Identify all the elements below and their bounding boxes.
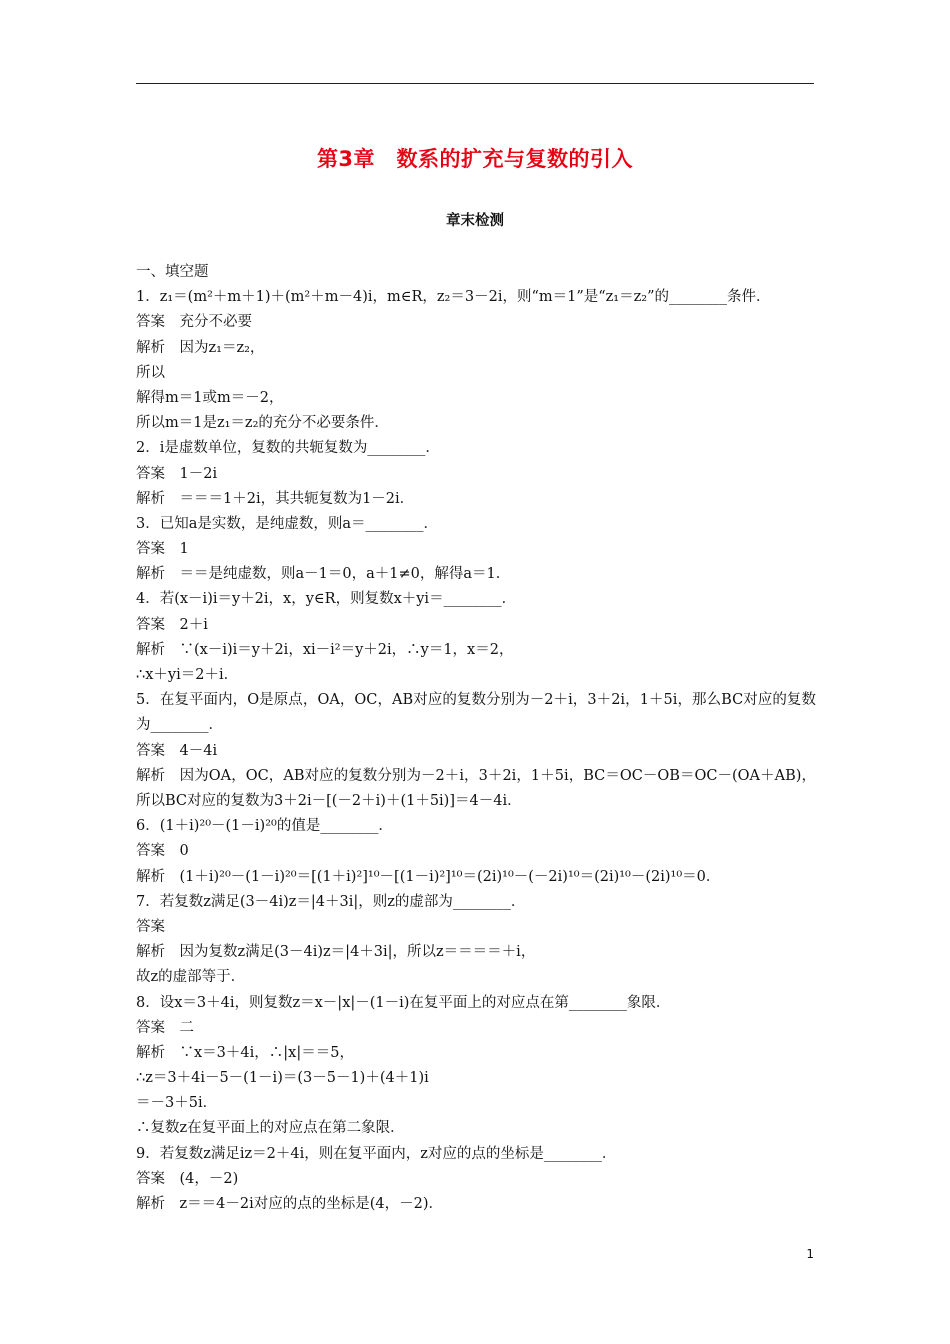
analysis-1-line-1: 解析 因为z₁＝z₂， xyxy=(136,339,265,356)
analysis-2: 解析 ＝＝＝1＋2i，其共轭复数为1－2i． xyxy=(136,490,415,507)
chapter-title: 第3章 数系的扩充与复数的引入 xyxy=(316,147,634,171)
analysis-4-line-1: 解析 ∵(x－i)i＝y＋2i，xi－i²＝y＋2i，∴y＝1，x＝2， xyxy=(136,641,514,658)
analysis-1-line-3: 解得m＝1或m＝－2， xyxy=(136,389,284,406)
analysis-8-line-1: 解析 ∵x＝3＋4i，∴|x|＝＝5， xyxy=(136,1044,354,1061)
question-7: 7．若复数z满足(3－4i)z＝|4＋3i|，则z的虚部为________． xyxy=(136,893,526,910)
header-rule xyxy=(136,83,814,84)
analysis-1-line-4: 所以m＝1是z₁＝z₂的充分不必要条件． xyxy=(136,415,389,432)
analysis-4-line-2: ∴x＋yi＝2＋i． xyxy=(136,667,239,683)
analysis-7-line-2: 故z的虚部等于． xyxy=(136,969,246,986)
question-3: 3．已知a是实数，是纯虚数，则a＝________． xyxy=(136,515,439,532)
page-number: 1 xyxy=(806,1247,814,1261)
question-2: 2．i是虚数单位，复数的共轭复数为________． xyxy=(136,440,440,457)
question-4: 4．若(x－i)i＝y＋2i，x，y∈R，则复数x＋yi＝________． xyxy=(136,591,517,608)
question-6: 6．(1＋i)²⁰－(1－i)²⁰的值是________． xyxy=(136,818,393,835)
question-5: 5．在复平面内，O是原点，OA，OC，AB对应的复数分别为－2＋i，3＋2i，1＋5i，那么BC对应的复数为________． xyxy=(136,692,816,734)
question-9: 9．若复数z满足iz＝2＋4i，则在复平面内，z对应的点的坐标是________． xyxy=(136,1145,617,1162)
question-8: 8．设x＝3＋4i，则复数z＝x－|x|－(1－i)在复平面上的对应点在第________象限． xyxy=(136,994,671,1011)
section-title: 章末检测 xyxy=(446,213,504,229)
answer-9: 答案 (4，－2) xyxy=(136,1170,239,1187)
analysis-8-line-2: ∴z＝3＋4i－5－(1－i)＝(3－5－1)＋(4＋1)i xyxy=(136,1070,429,1087)
answer-5: 答案 4－4i xyxy=(136,742,218,759)
analysis-1-line-2: 所以 xyxy=(136,364,165,381)
answer-2: 答案 1－2i xyxy=(136,465,218,482)
analysis-8-line-4: ∴复数z在复平面上的对应点在第二象限． xyxy=(136,1120,405,1137)
analysis-3: 解析 ＝＝是纯虚数，则a－1＝0，a＋1≠0，解得a＝1． xyxy=(136,566,511,583)
analysis-8-line-3: ＝－3＋5i． xyxy=(136,1095,218,1112)
answer-1: 答案 充分不必要 xyxy=(136,314,252,331)
answer-4: 答案 2＋i xyxy=(136,616,208,633)
analysis-9: 解析 z＝＝4－2i对应的点的坐标是(4，－2)． xyxy=(136,1196,443,1212)
answer-7: 答案 xyxy=(136,918,165,935)
analysis-7-line-1: 解析 因为复数z满足(3－4i)z＝|4＋3i|，所以z＝＝＝＝＋i， xyxy=(136,944,536,961)
analysis-6: 解析 (1＋i)²⁰－(1－i)²⁰＝[(1＋i)²]¹⁰－[(1－i)²]¹⁰＝(2i)¹⁰－(－2i)¹⁰＝(2i)¹⁰－(2i)¹⁰＝0． xyxy=(136,868,721,885)
document-body xyxy=(136,260,816,1217)
question-1: 1．z₁＝(m²＋m＋1)＋(m²＋m－4)i，m∈R，z₂＝3－2i，则“m＝1”是“z₁＝z₂”的________条件． xyxy=(136,289,771,306)
section-heading: 一、填空题 xyxy=(136,264,209,280)
answer-6: 答案 0 xyxy=(136,843,189,860)
answer-3: 答案 1 xyxy=(136,541,189,558)
analysis-5: 解析 因为OA，OC，AB对应的复数分别为－2＋i，3＋2i，1＋5i，BC＝OC－OB＝OC－(OA＋AB)，所以BC对应的复数为3＋2i－[(－2＋i)＋(1＋5i)]＝4－4i． xyxy=(136,767,816,809)
answer-8: 答案 二 xyxy=(136,1019,194,1036)
